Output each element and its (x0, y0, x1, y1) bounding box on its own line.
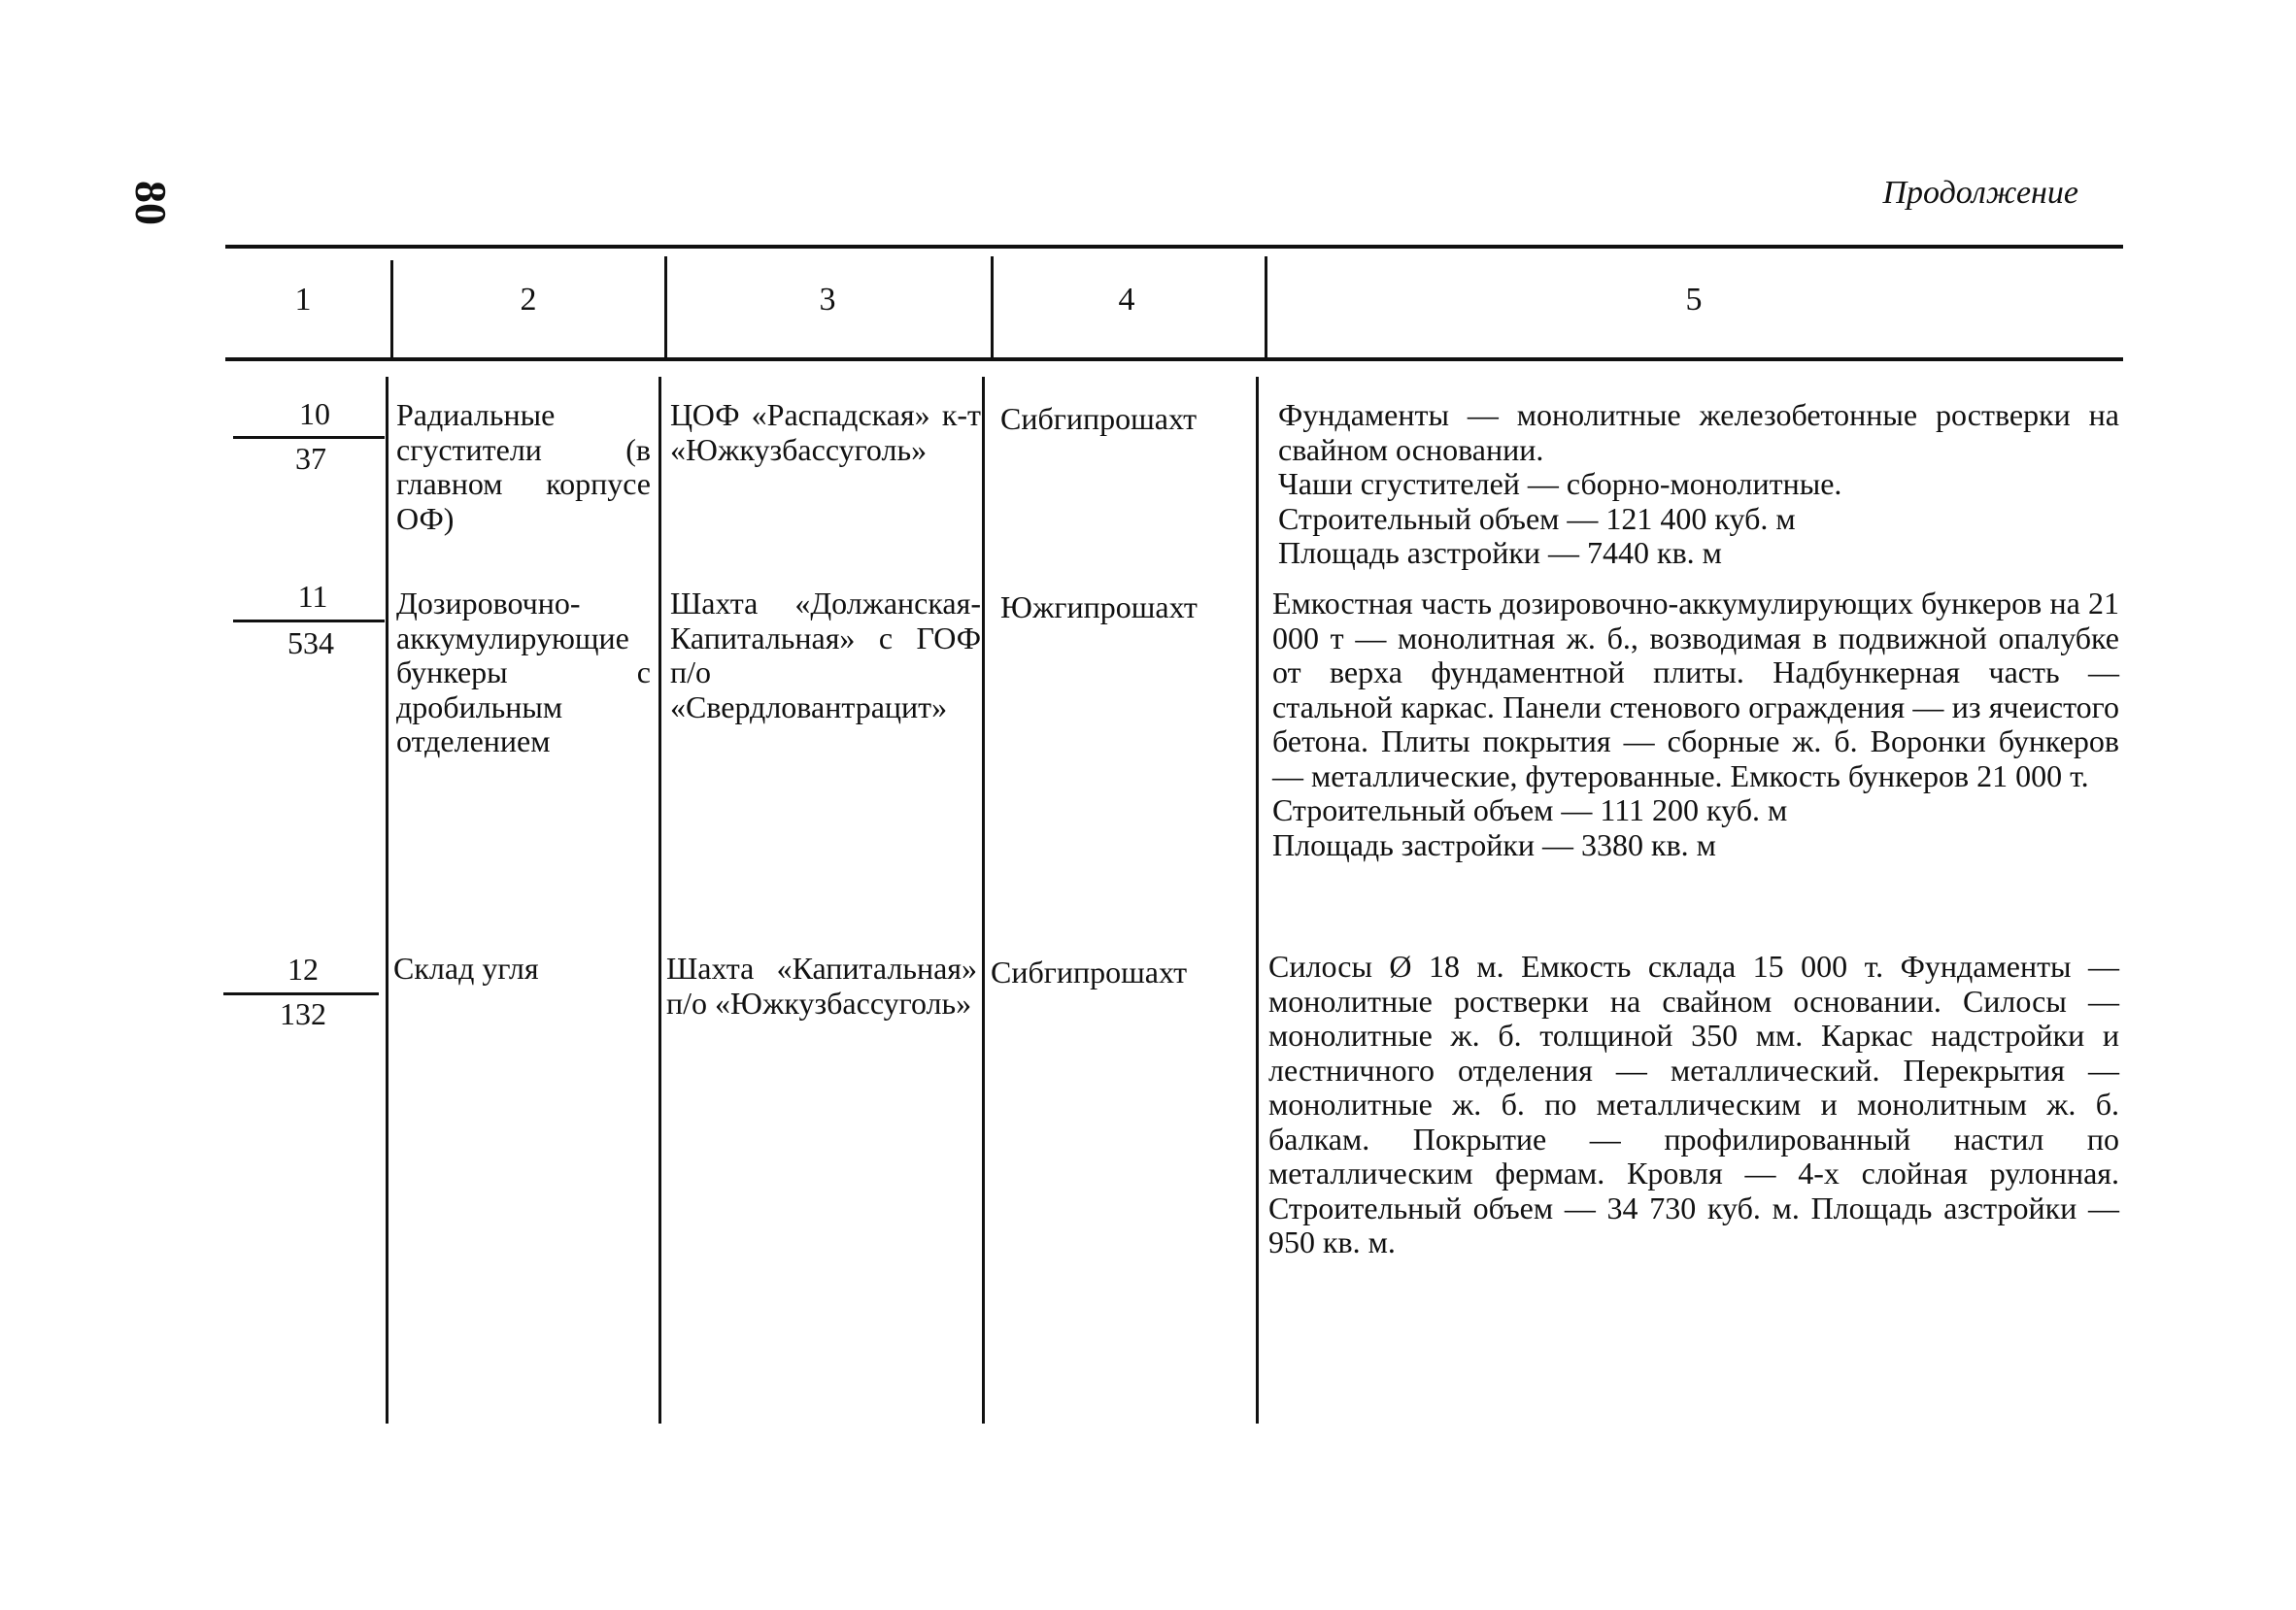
row-number-bottom: 132 (280, 996, 326, 1031)
object-location: Шахта «Капитальная» п/о «Южкузбассуголь» (666, 951, 977, 1021)
column-header-2: 2 (520, 282, 537, 318)
column-divider (982, 377, 985, 1424)
object-name: Радиальные сгустители (в главном корпусе ОФ) (396, 397, 651, 536)
object-description: Силосы Ø 18 м. Емкость склада 15 000 т. Фундаменты — монолитные ростверки на свайном основании. Силосы — монолитные ж. б. толщиной 350 мм. Каркас надстройки и лестничного отделения — металлический. Перекрытия — монолитные ж. б. по металлическим и монолитным ж. б. балкам. Покрытие — профилированный настил по металлическим фермам. Кровля — 4-х слойная рулонная. Строительный объем — 34 730 куб. м. Площадь азстройки — 950 кв. м. (1268, 949, 2119, 1259)
object-location: Шахта «Должанская-Капитальная» с ГОФ п/о «Свердловантрацит» (670, 586, 981, 724)
object-description: Емкостная часть дозировочно-аккумулирующих бункеров на 21 000 т — монолитная ж. б., возводимая в подвижной опалубке от верха фундаментной плиты. Надбункерная часть — стальной каркас. Панели стенового ограждения — из ячеистого бетона. Плиты покрытия — сборные ж. б. Воронки бункеров — металлические, футерованные. Емкость бункеров 21 000 т. Строительный объем — 111 200 куб. м Площадь застройки — 3380 кв. м (1272, 586, 2119, 862)
table-top-rule (225, 245, 2123, 249)
column-divider (390, 260, 393, 357)
designer-name: Сибгипрошахт (991, 955, 1188, 989)
row-number-bottom: 37 (295, 441, 326, 476)
column-divider (658, 377, 661, 1424)
row-number-top: 11 (297, 579, 328, 614)
row-number-fraction-line (223, 992, 379, 995)
row-number-fraction-line (233, 436, 385, 439)
column-divider (1265, 256, 1267, 357)
column-header-4: 4 (1118, 282, 1135, 318)
row-number-bottom: 534 (287, 625, 334, 660)
column-divider (386, 377, 388, 1424)
page-number: 80 (126, 181, 176, 225)
column-header-1: 1 (294, 282, 312, 318)
object-description: Фундаменты — монолитные железобетонные ростверки на свайном основании. Чаши сгустителей — сборно-монолитные. Строительный объем — 121 400 куб. м Площадь азстройки — 7440 кв. м (1278, 397, 2119, 570)
object-location: ЦОФ «Распадская» к-т «Южкузбассуголь» (670, 397, 981, 467)
column-divider (664, 256, 667, 357)
continuation-label: Продолжение (1882, 175, 2078, 211)
column-divider (1256, 377, 1259, 1424)
object-name: Склад угля (393, 951, 539, 986)
table-header-rule (225, 357, 2123, 361)
row-number-top: 10 (299, 396, 330, 431)
row-number-fraction-line (233, 620, 385, 622)
object-name: Дозировочно-аккумулирующие бункеры с дробильным отделением (396, 586, 651, 758)
column-divider (991, 256, 994, 357)
designer-name: Сибгипрошахт (1000, 401, 1198, 436)
row-number-top: 12 (287, 952, 319, 987)
designer-name: Южгипрошахт (1000, 589, 1198, 624)
column-header-3: 3 (819, 282, 836, 318)
column-header-5: 5 (1685, 282, 1703, 318)
